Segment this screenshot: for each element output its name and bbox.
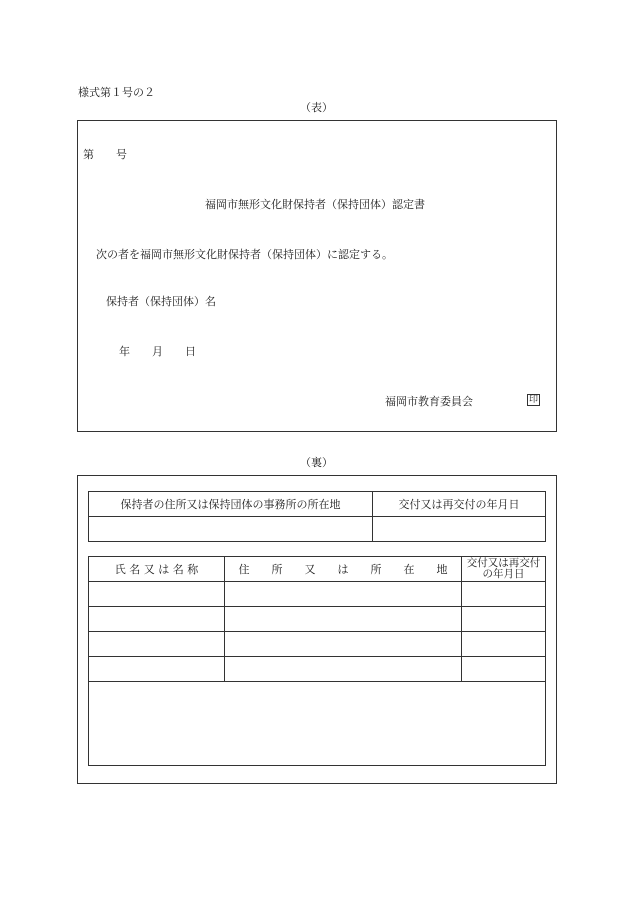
- name-cell[interactable]: [89, 632, 225, 657]
- issuer-name: 福岡市教育委員会: [385, 395, 473, 408]
- name-cell[interactable]: [89, 607, 225, 632]
- certificate-number-line: 第 号: [83, 148, 127, 161]
- seal-mark: 印: [529, 395, 539, 405]
- date-cell[interactable]: [462, 607, 546, 632]
- table-row: [89, 632, 546, 657]
- table-row: [89, 582, 546, 607]
- issue-date-cell[interactable]: [373, 517, 546, 542]
- issue-date-header: 交付又は再交付の年月日: [373, 492, 546, 517]
- location-header: 住 所 又 は 所 在 地: [225, 557, 462, 582]
- address-header: 保持者の住所又は保持団体の事務所の所在地: [89, 492, 373, 517]
- front-certificate-box: [77, 120, 557, 432]
- front-label: （表）: [300, 101, 333, 114]
- table-row: [89, 607, 546, 632]
- location-cell[interactable]: [225, 582, 462, 607]
- table-row: [89, 657, 546, 682]
- date-cell[interactable]: [462, 632, 546, 657]
- name-cell[interactable]: [89, 582, 225, 607]
- date-cell[interactable]: [462, 657, 546, 682]
- location-cell[interactable]: [225, 632, 462, 657]
- form-number: 様式第１号の２: [78, 86, 155, 99]
- address-cell[interactable]: [89, 517, 373, 542]
- reissue-date-header: 交付又は再交付の年月日: [462, 557, 546, 582]
- holder-name-label: 保持者（保持団体）名: [106, 295, 216, 308]
- certificate-title: 福岡市無形文化財保持者（保持団体）認定書: [205, 198, 425, 211]
- notes-cell[interactable]: [89, 682, 546, 766]
- date-cell[interactable]: [462, 582, 546, 607]
- back-label: （裏）: [300, 456, 333, 469]
- name-header: 氏 名 又 は 名 称: [89, 557, 225, 582]
- location-cell[interactable]: [225, 657, 462, 682]
- certificate-statement: 次の者を福岡市無形文化財保持者（保持団体）に認定する。: [96, 248, 393, 261]
- location-cell[interactable]: [225, 607, 462, 632]
- notes-row: [89, 682, 546, 766]
- address-table: [88, 491, 546, 542]
- name-cell[interactable]: [89, 657, 225, 682]
- back-record-box: [77, 475, 557, 784]
- holder-table: [88, 556, 546, 766]
- date-line: 年 月 日: [119, 345, 196, 358]
